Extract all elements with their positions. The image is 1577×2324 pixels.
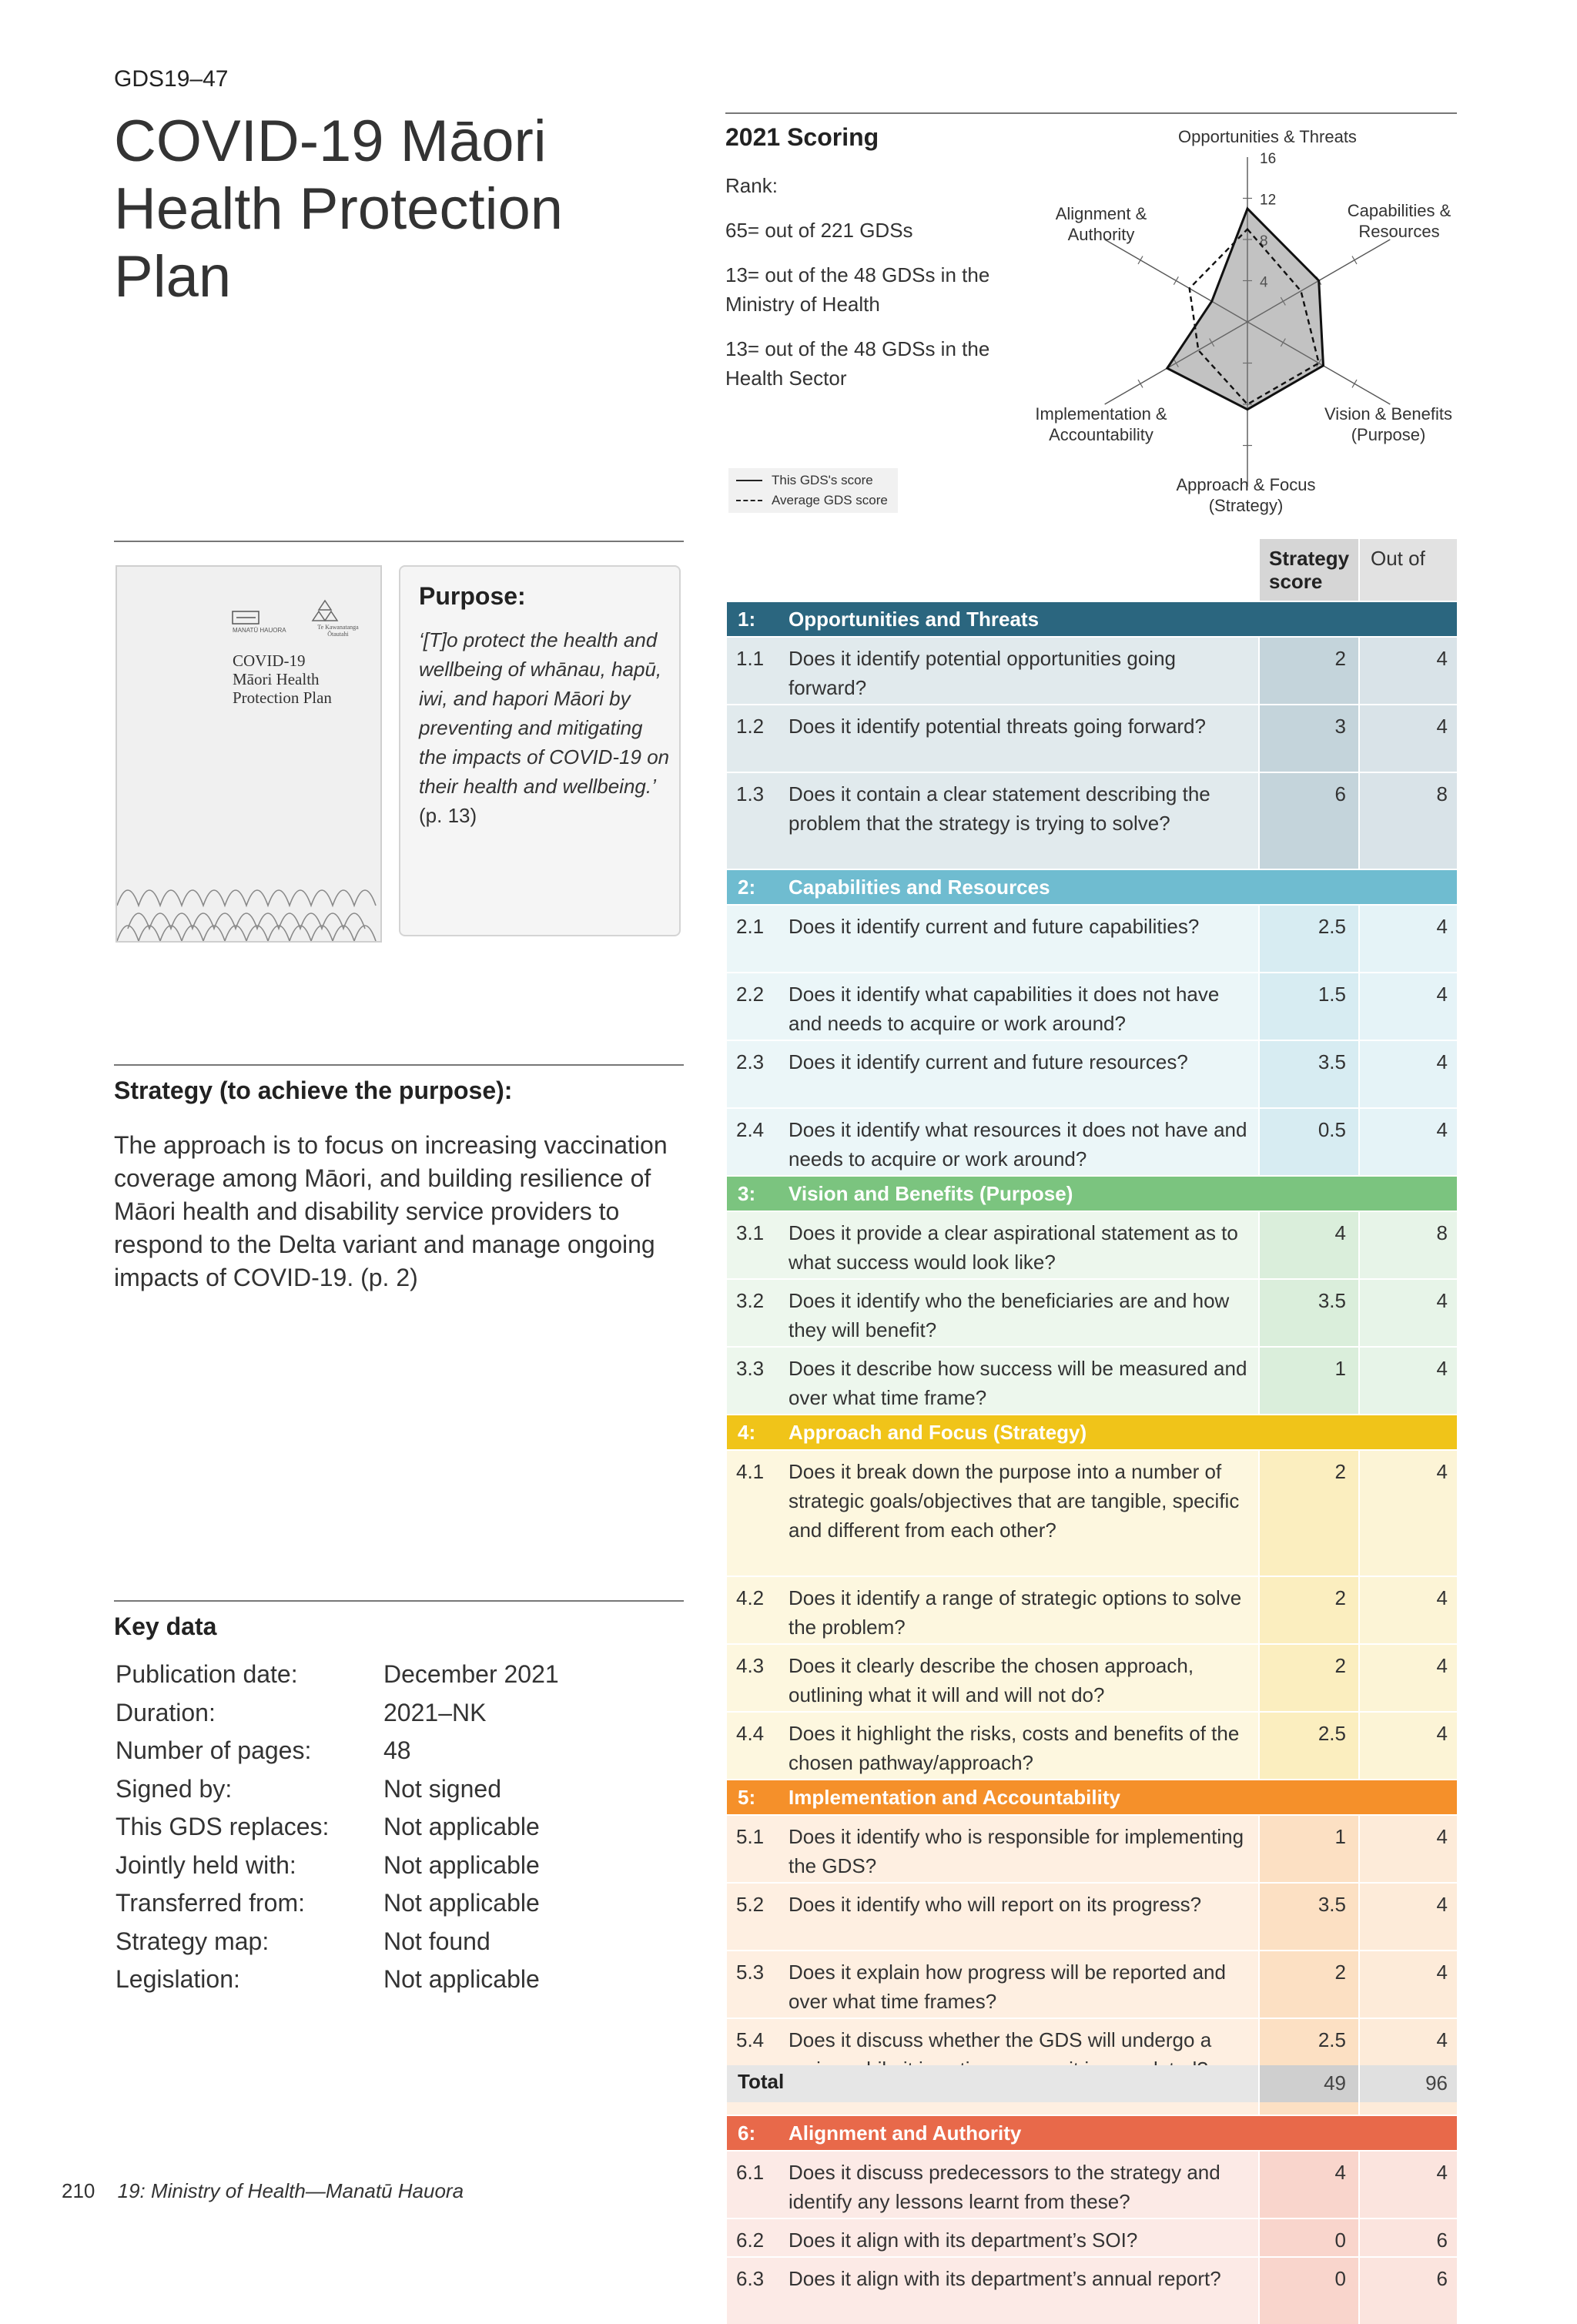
- document-code: GDS19–47: [114, 66, 229, 92]
- series-this-gds: [1167, 209, 1324, 410]
- strategy-heading: Strategy (to achieve the purpose):: [114, 1077, 513, 1104]
- key-data-key: Signed by:: [116, 1774, 233, 1803]
- section-number: 1:: [738, 608, 756, 631]
- axis-label-approach: Approach & Focus (Strategy): [1176, 475, 1316, 515]
- question-number: 4.2: [736, 1586, 765, 1609]
- question-text: Does it highlight the risks, costs and benefits of the chosen pathway/approach?: [788, 1722, 1240, 1774]
- key-data-value: Not applicable: [383, 1813, 540, 1840]
- question-number: 1.1: [736, 647, 765, 670]
- out-of-score: 4: [1436, 1289, 1448, 1312]
- strategy-score: 3.5: [1318, 1289, 1346, 1312]
- question-number: 1.3: [736, 782, 765, 805]
- section-number: 3:: [738, 1182, 756, 1205]
- question-text: Does it identify current and future resources?: [788, 1050, 1188, 1073]
- question-text: Does it identify what capabilities it does not have and needs to acquire or work around?: [788, 983, 1220, 1035]
- out-of-score: 4: [1436, 1118, 1448, 1141]
- table-row: [727, 1713, 1457, 1779]
- table-row: [727, 1041, 1457, 1107]
- key-data-key: Jointly held with:: [116, 1850, 296, 1879]
- strategy-score: 4: [1334, 2161, 1346, 2184]
- section-header: [727, 1415, 1457, 1449]
- key-data-value: Not found: [383, 1927, 491, 1955]
- out-of-score: 6: [1436, 2267, 1448, 2290]
- question-number: 3.1: [736, 1221, 765, 1244]
- rank-line: 13= out of the 48 GDSs in the Ministry of Health: [725, 263, 990, 316]
- strategy-score: 2: [1334, 1460, 1346, 1483]
- out-of-score: 4: [1436, 647, 1448, 670]
- out-of-score: 4: [1436, 2161, 1448, 2184]
- question-number: 6.2: [736, 2229, 765, 2252]
- out-of-score: 4: [1436, 915, 1448, 938]
- key-data-row: [116, 1965, 685, 2003]
- question-text: Does it discuss predecessors to the strategy and identify any lessons learnt from these?: [788, 2161, 1220, 2213]
- key-data-value: December 2021: [383, 1660, 559, 1688]
- axis-label-vision: Vision & Benefits (Purpose): [1324, 404, 1452, 444]
- strategy-score: 2.5: [1318, 1722, 1346, 1745]
- radar-tick: [1138, 380, 1143, 387]
- divider: [725, 112, 1457, 114]
- table-row: [727, 1109, 1457, 1175]
- key-data-row: [116, 1736, 685, 1774]
- divider: [114, 1600, 684, 1602]
- strategy-score: 3.5: [1318, 1893, 1346, 1916]
- total-score: 49: [1324, 2071, 1346, 2095]
- section-title: Opportunities and Threats: [788, 608, 1040, 631]
- question-text: Does it break down the purpose into a number of strategic goals/objectives that are tangible, specific and different from each other?: [788, 1460, 1240, 1542]
- section-title: Capabilities and Resources: [788, 876, 1050, 899]
- key-data-row: [116, 1660, 685, 1698]
- key-data-key: Transferred from:: [116, 1889, 305, 1917]
- out-of-score: 4: [1436, 715, 1448, 738]
- total-out-of: 96: [1425, 2071, 1448, 2095]
- question-number: 2.3: [736, 1050, 765, 1073]
- scoring-title: 2021 Scoring: [725, 123, 879, 151]
- chart-legend: [728, 468, 898, 513]
- section-header: [727, 870, 1457, 904]
- question-text: Does it identify what resources it does not have and needs to acquire or work around?: [788, 1118, 1247, 1170]
- cover-logo-text: Te Kawanatanga Ōtautahi: [317, 624, 359, 638]
- key-data-value: Not applicable: [383, 1889, 540, 1917]
- table-row: [727, 1280, 1457, 1346]
- out-of-score: 4: [1436, 983, 1448, 1006]
- question-number: 5.3: [736, 1961, 765, 1984]
- question-text: Does it identify potential opportunities going forward?: [788, 647, 1176, 699]
- radar-chart-svg: [1032, 116, 1463, 524]
- strategy-score: 0: [1334, 2229, 1346, 2252]
- total-row: [727, 2065, 1457, 2102]
- cover-logo-text: MANATŪ HAUORA: [233, 627, 286, 634]
- table-row: [727, 638, 1457, 704]
- strategy-score: 2.5: [1318, 915, 1346, 938]
- rank-label: Rank:: [725, 174, 778, 197]
- section-number: 4:: [738, 1421, 756, 1444]
- table-row: [727, 1348, 1457, 1414]
- key-data-row: [116, 1927, 685, 1965]
- question-number: 4.3: [736, 1654, 765, 1677]
- question-number: 2.2: [736, 983, 765, 1006]
- out-of-score: 4: [1436, 1654, 1448, 1677]
- question-number: 1.2: [736, 715, 765, 738]
- out-of-score: 4: [1436, 1050, 1448, 1073]
- cover-title-line: Protection Plan: [233, 688, 332, 707]
- out-of-score: 8: [1436, 782, 1448, 805]
- radar-chart: [1032, 116, 1463, 524]
- strategy-score: 4: [1334, 1221, 1346, 1244]
- strategy-score: 1: [1334, 1825, 1346, 1848]
- axis-label-implementation: Implementation & Accountability: [1035, 404, 1167, 444]
- divider: [114, 541, 684, 542]
- table-row: [727, 2258, 1457, 2324]
- question-text: Does it describe how success will be measured and over what time frame?: [788, 1357, 1247, 1409]
- out-of-score: 8: [1436, 1221, 1448, 1244]
- page-title: COVID-19 Māori Health Protection Plan: [114, 109, 563, 310]
- strategy-score: 0.5: [1318, 1118, 1346, 1141]
- section-title: Vision and Benefits (Purpose): [788, 1182, 1073, 1205]
- table-row: [727, 1816, 1457, 1882]
- page-number: 210: [62, 2179, 95, 2202]
- purpose-quote: ‘[T]o protect the health and wellbeing of whānau, hapū, iwi, and hapori Māori by preventing and mitigating the impacts of COVID-19 on their health and wellbeing.’: [419, 628, 670, 798]
- radar-tick-label: 16: [1260, 151, 1277, 167]
- question-number: 5.4: [736, 2028, 765, 2051]
- column-header-strategy-score: Strategy score: [1260, 539, 1358, 601]
- total-label: Total: [738, 2070, 785, 2093]
- purpose-box: [399, 565, 681, 936]
- key-data-key: Publication date:: [116, 1660, 298, 1688]
- key-data-value: 48: [383, 1736, 411, 1764]
- rank-line: 65= out of 221 GDSs: [725, 219, 913, 242]
- legend-item-this: [736, 471, 873, 490]
- question-text: Does it identify potential threats going forward?: [788, 715, 1206, 738]
- question-number: 6.1: [736, 2161, 765, 2184]
- question-number: 5.2: [736, 1893, 765, 1916]
- out-of-score: 4: [1436, 1460, 1448, 1483]
- table-row: [727, 773, 1457, 869]
- question-text: Does it identify current and future capabilities?: [788, 915, 1200, 938]
- out-of-score: 4: [1436, 1722, 1448, 1745]
- key-data-row: [116, 1813, 685, 1850]
- section-number: 6:: [738, 2121, 756, 2145]
- question-number: 2.1: [736, 915, 765, 938]
- strategy-text: The approach is to focus on increasing vaccination coverage among Māori, and building resilience of Māori health and disability service providers to respond to the Delta variant and manage ongoing impacts of COVID-19. (p. 2): [114, 1131, 668, 1291]
- table-row: [727, 1951, 1457, 2018]
- purpose-heading: Purpose:: [419, 582, 526, 610]
- divider: [114, 1064, 684, 1066]
- key-data-row: [116, 1699, 685, 1736]
- strategy-score: 3.5: [1318, 1050, 1346, 1073]
- radar-tick: [1352, 380, 1357, 387]
- key-data-value: Not signed: [383, 1774, 501, 1803]
- question-text: Does it align with its department’s SOI?: [788, 2229, 1138, 2252]
- section-title: Approach and Focus (Strategy): [788, 1421, 1087, 1444]
- section-header: [727, 602, 1457, 636]
- out-of-score: 4: [1436, 1825, 1448, 1848]
- cover-artwork: [117, 567, 380, 941]
- legend-dashed-line: [736, 500, 762, 501]
- document-cover-image: [116, 565, 382, 943]
- key-data-key: Legislation:: [116, 1965, 240, 1993]
- out-of-score: 4: [1436, 1893, 1448, 1916]
- purpose-page-ref: (p. 13): [419, 804, 477, 827]
- strategy-score: 6: [1334, 782, 1346, 805]
- table-row: [727, 1645, 1457, 1711]
- strategy-score: 2: [1334, 647, 1346, 670]
- table-row: [727, 1451, 1457, 1576]
- strategy-score: 0: [1334, 2267, 1346, 2290]
- out-of-score: 4: [1436, 1586, 1448, 1609]
- key-data-value: 2021–NK: [383, 1698, 487, 1726]
- table-row: [727, 2152, 1457, 2218]
- strategy-score: 2: [1334, 1961, 1346, 1984]
- question-number: 4.1: [736, 1460, 765, 1483]
- purpose-text: [419, 625, 673, 830]
- out-of-score: 4: [1436, 1961, 1448, 1984]
- section-header: [727, 1780, 1457, 1814]
- key-data-value: Not applicable: [383, 1965, 540, 1993]
- key-data-key: Duration:: [116, 1698, 216, 1726]
- table-row: [727, 1577, 1457, 1643]
- strategy-score: 2: [1334, 1654, 1346, 1677]
- section-title: Alignment and Authority: [788, 2121, 1022, 2145]
- strategy-score: 3: [1334, 715, 1346, 738]
- question-text: Does it provide a clear aspirational statement as to what success would look like?: [788, 1221, 1238, 1274]
- strategy-score: 1.5: [1318, 983, 1346, 1006]
- question-text: Does it clearly describe the chosen approach, outlining what it will and will not do?: [788, 1654, 1194, 1706]
- axis-label-opportunities: Opportunities & Threats: [1178, 127, 1357, 146]
- table-row: [727, 973, 1457, 1040]
- key-data-key: Strategy map:: [116, 1927, 270, 1955]
- section-header: [727, 2116, 1457, 2150]
- cover-title-line: Māori Health: [233, 670, 320, 688]
- strategy-score: 2.5: [1318, 2028, 1346, 2051]
- key-data-key: Number of pages:: [116, 1736, 312, 1764]
- question-text: Does it explain how progress will be reported and over what time frames?: [788, 1961, 1226, 2013]
- question-text: Does it discuss whether the GDS will undergo a: [788, 2028, 1212, 2051]
- legend-item-average: [736, 491, 888, 510]
- legend-label: This GDS's score: [772, 473, 873, 487]
- section-number: 5:: [738, 1786, 756, 1809]
- key-data-row: [116, 1889, 685, 1927]
- question-number: 3.3: [736, 1357, 765, 1380]
- radar-tick: [1174, 276, 1178, 284]
- strategy-score: 2: [1334, 1586, 1346, 1609]
- question-text: Does it identify who will report on its progress?: [788, 1893, 1202, 1916]
- key-data-heading: Key data: [114, 1612, 217, 1640]
- question-number: 3.2: [736, 1289, 765, 1312]
- table-row: [727, 1884, 1457, 1950]
- out-of-score: 4: [1436, 2028, 1448, 2051]
- axis-label-capabilities: Capabilities & Resources: [1347, 201, 1451, 241]
- cover-title-line: COVID-19: [233, 651, 306, 670]
- page-footer: [62, 2179, 464, 2203]
- radar-tick: [1352, 256, 1357, 264]
- question-number: 5.1: [736, 1825, 765, 1848]
- radar-tick-label: 12: [1260, 192, 1277, 209]
- key-data-value: Not applicable: [383, 1850, 540, 1879]
- section-header: [727, 1177, 1457, 1211]
- axis-label-alignment: Alignment & Authority: [1055, 204, 1147, 244]
- question-number: 2.4: [736, 1118, 765, 1141]
- table-row: [727, 2219, 1457, 2256]
- question-text: Does it contain a clear statement describing the problem that the strategy is trying to solve?: [788, 782, 1210, 835]
- question-text: Does it identify who the beneficiaries are and how they will benefit?: [788, 1289, 1230, 1341]
- question-text: Does it identify a range of strategic options to solve the problem?: [788, 1586, 1242, 1639]
- out-of-score: 4: [1436, 1357, 1448, 1380]
- footer-text: 19: Ministry of Health—Manatū Hauora: [117, 2179, 464, 2202]
- section-title: Implementation and Accountability: [788, 1786, 1120, 1809]
- legend-label: Average GDS score: [772, 493, 888, 507]
- key-data-key: This GDS replaces:: [116, 1813, 330, 1840]
- key-data-row: [116, 1775, 685, 1813]
- question-number: 4.4: [736, 1722, 765, 1745]
- out-of-score: 6: [1436, 2229, 1448, 2252]
- question-text: Does it align with its department’s annual report?: [788, 2267, 1221, 2290]
- radar-tick: [1138, 256, 1143, 264]
- question-text: Does it identify who is responsible for implementing the GDS?: [788, 1825, 1244, 1877]
- column-header-out-of: Out of: [1360, 539, 1457, 601]
- strategy-score: 1: [1334, 1357, 1346, 1380]
- key-data-row: [116, 1851, 685, 1889]
- legend-solid-line: [736, 480, 762, 481]
- table-row: [727, 705, 1457, 772]
- table-row: [727, 906, 1457, 972]
- rank-line: 13= out of the 48 GDSs in the Health Sector: [725, 337, 990, 390]
- table-row: [727, 1212, 1457, 1278]
- section-number: 2:: [738, 876, 756, 899]
- question-number: 6.3: [736, 2267, 765, 2290]
